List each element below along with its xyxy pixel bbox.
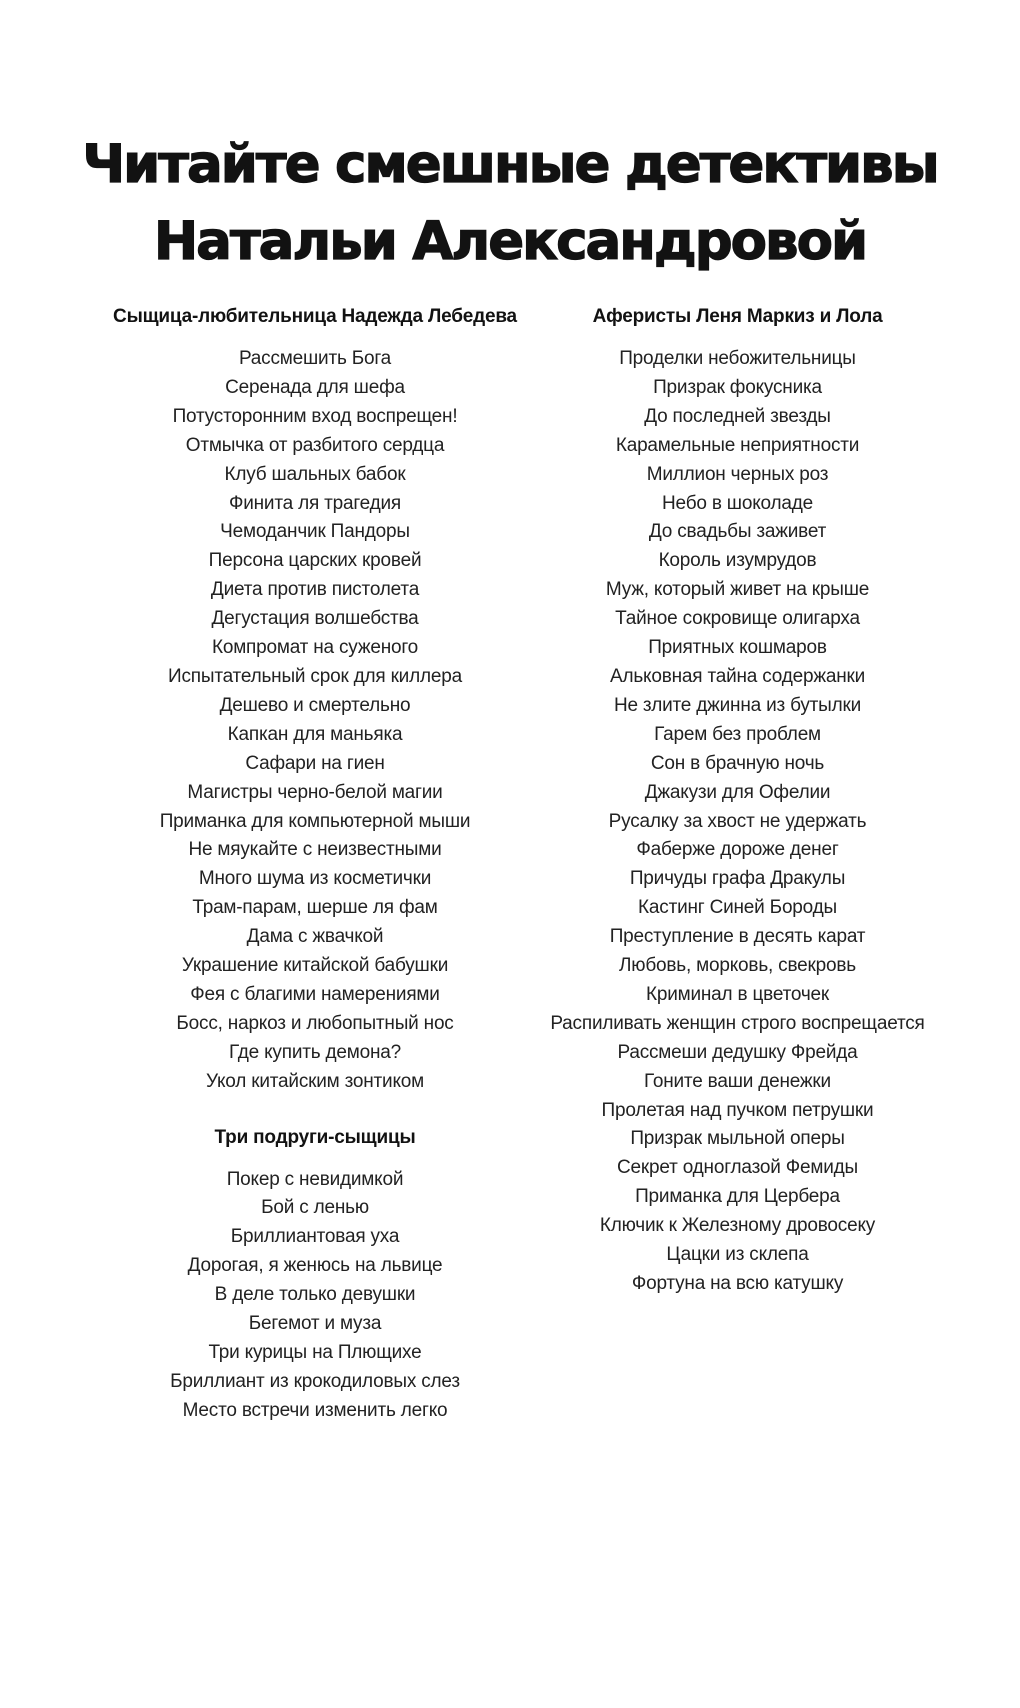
book-title: Миллион черных роз bbox=[646, 463, 829, 485]
book-title: Призрак фокусника bbox=[653, 376, 822, 398]
book-title: Ключик к Железному дровосеку bbox=[599, 1215, 876, 1237]
book-title: Призрак мыльной оперы bbox=[630, 1128, 845, 1150]
book-series-page bbox=[0, 126, 1020, 1708]
left-column bbox=[110, 302, 520, 1426]
book-title: Дорогая, я женюсь на львице bbox=[187, 1255, 443, 1277]
page-title bbox=[0, 126, 1020, 280]
book-title: Сафари на гиен bbox=[245, 752, 385, 774]
book-title: Король изумрудов bbox=[658, 550, 817, 572]
book-title: До последней звезды bbox=[644, 405, 831, 427]
book-title: Приятных кошмаров bbox=[648, 637, 827, 659]
series-header-lenya-markiz: Аферисты Леня Маркиз и Лола bbox=[592, 306, 883, 327]
book-title: Много шума из косметички bbox=[198, 868, 432, 890]
series-header-tri-podrugi: Три подруги-сыщицы bbox=[214, 1126, 416, 1148]
book-title: Фея с благими намерениями bbox=[190, 983, 440, 1005]
book-title: Укол китайским зонтиком bbox=[205, 1070, 425, 1092]
book-title: Фортуна на всю катушку bbox=[631, 1273, 844, 1294]
book-title: Муж, который живет на крыше bbox=[605, 579, 870, 601]
book-title: Бегемот и муза bbox=[248, 1313, 382, 1335]
book-title: Три курицы на Плющихе bbox=[208, 1342, 422, 1363]
book-title: Преступление в десять карат bbox=[609, 926, 866, 948]
book-title: Магистры черно-белой магии bbox=[187, 781, 443, 803]
book-title: До свадьбы заживет bbox=[648, 521, 827, 543]
book-title: Рассмеши дедушку Фрейда bbox=[617, 1041, 858, 1063]
book-title: Дешево и смертельно bbox=[219, 694, 411, 716]
book-title: Приманка для Цербера bbox=[635, 1186, 840, 1208]
book-title: Покер с невидимкой bbox=[226, 1168, 404, 1190]
book-title: Любовь, морковь, свекровь bbox=[619, 955, 856, 977]
book-title: Диета против пистолета bbox=[210, 579, 420, 601]
book-list-tri-podrugi bbox=[110, 1166, 520, 1426]
book-title: Трам-парам, шерше ля фам bbox=[192, 897, 438, 919]
book-title: Потусторонним вход воспрещен! bbox=[172, 405, 458, 427]
book-title: Карамельные неприятности bbox=[615, 434, 860, 456]
book-title: Не злите джинна из бутылки bbox=[613, 694, 862, 716]
book-title: Бриллиант из крокодиловых слез bbox=[170, 1370, 460, 1392]
series-header-nadezhda-lebedeva: Сыщица-любительница Надежда Лебедева bbox=[113, 306, 517, 327]
book-title: Рассмешить Бога bbox=[238, 348, 392, 369]
book-title: Секрет одноглазой Фемиды bbox=[617, 1157, 858, 1179]
book-title: В деле только девушки bbox=[214, 1284, 416, 1306]
book-title: Где купить демона? bbox=[228, 1041, 402, 1063]
book-title: Серенада для шефа bbox=[225, 376, 405, 398]
book-title: Тайное сокровище олигарха bbox=[615, 608, 860, 630]
book-title: Чемоданчик Пандоры bbox=[220, 521, 410, 543]
book-title: Гарем без проблем bbox=[654, 723, 821, 745]
book-title: Русалку за хвост не удержать bbox=[608, 810, 867, 832]
book-title: Гоните ваши денежки bbox=[644, 1070, 831, 1092]
book-title: Отмычка от разбитого сердца bbox=[185, 434, 445, 456]
book-title: Украшение китайской бабушки bbox=[181, 955, 449, 977]
book-title: Криминал в цветочек bbox=[645, 983, 830, 1005]
book-title: Проделки небожительницы bbox=[619, 348, 856, 369]
book-columns bbox=[0, 302, 1020, 1426]
book-title: Дегустация волшебства bbox=[211, 608, 419, 630]
book-title: Бриллиантовая уха bbox=[230, 1226, 400, 1248]
book-title: Кастинг Синей Бороды bbox=[638, 897, 837, 919]
book-title: Пролетая над пучком петрушки bbox=[601, 1099, 874, 1121]
page-title-line1: Читайте смешные детективы bbox=[82, 134, 938, 195]
book-title: Персона царских кровей bbox=[208, 550, 422, 572]
book-title: Цацки из склепа bbox=[666, 1244, 809, 1266]
book-title: Финита ля трагедия bbox=[228, 492, 402, 514]
book-title: Компромат на суженого bbox=[211, 637, 419, 659]
book-title: Сон в брачную ночь bbox=[650, 752, 825, 774]
book-list-nadezhda-lebedeva bbox=[110, 345, 520, 1097]
book-title: Фаберже дороже денег bbox=[636, 839, 839, 861]
page-title-line2: Натальи Александровой bbox=[153, 211, 867, 272]
book-title: Небо в шоколаде bbox=[662, 492, 813, 514]
book-title: Клуб шальных бабок bbox=[224, 463, 406, 485]
book-title: Причуды графа Дракулы bbox=[629, 868, 846, 890]
right-column bbox=[545, 302, 930, 1426]
book-title: Капкан для маньяка bbox=[227, 723, 403, 745]
book-title: Испытательный срок для киллера bbox=[168, 665, 462, 687]
book-title: Джакузи для Офелии bbox=[644, 781, 831, 803]
book-list-lenya-markiz bbox=[545, 345, 930, 1299]
book-title: Босс, наркоз и любопытный нос bbox=[176, 1012, 454, 1034]
book-title: Дама с жвачкой bbox=[246, 926, 384, 948]
book-title: Не мяукайте с неизвестными bbox=[188, 839, 442, 861]
book-title: Бой с ленью bbox=[261, 1197, 369, 1219]
book-title: Место встречи изменить легко bbox=[182, 1399, 448, 1421]
book-title: Альковная тайна содержанки bbox=[609, 665, 866, 687]
book-title: Приманка для компьютерной мыши bbox=[159, 810, 471, 832]
book-title: Распиливать женщин строго воспрещается bbox=[550, 1012, 925, 1034]
